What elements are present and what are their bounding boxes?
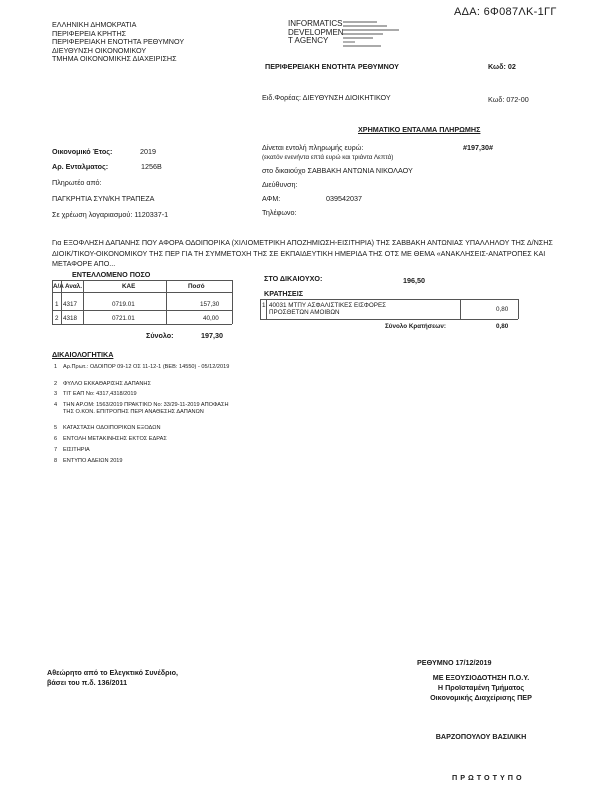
audit-note-line-1: Αθεώρητο από το Ελεγκτικό Συνέδριο, [47, 668, 178, 677]
issuer-line: ΠΕΡΙΦΕΡΕΙΑΚΗ ΕΝΟΤΗΤΑ ΡΕΘΥΜΝΟΥ [52, 37, 185, 46]
table-rule [166, 280, 167, 324]
document-number: 2 [54, 381, 58, 387]
issuer-line: ΠΕΡΙΦΕΡΕΙΑ ΚΡΗΤΗΣ [52, 28, 127, 38]
table-rule [83, 280, 84, 324]
document-item: ΕΙΣΙΤΗΡΙΑ [63, 447, 90, 453]
special-body-code: Κωδ: 072-00 [488, 95, 529, 104]
payment-description: Για ΕΞΟΦΛΗΣΗ ΔΑΠΑΝΗΣ ΠΟΥ ΑΦΟΡΑ ΟΔΟΙΠΟΡΙΚΑ (ΧΙΛΙΟΜΕΤΡΙΚΗ ΑΠΟΖΗΜΙΩΣΗ-ΕΙΣΙΤΗΡΙΑ) ΤΗΣ ΣΑΒΒΑΚΗ ΑΝΤΩΝΙΑΣ ΥΠΑΛΛΗΛΟΥ ΤΗΣ Δ/ΝΣΗΣ ΔΙΟΙΚ/ΤΙΚΟΥ-ΟΙΚΟΝΟΜΙΚΟΥ ΤΗΣ ΠΕΡ ΓΙΑ ΤΗ ΣΥΜΜΕΤΟΧΗ ΤΗΣ ΣΕ ΕΚΠΑΙΔΕΥΤΙΚΗ ΗΜΕΡΙΔΑ ΤΗΣ ΟΤΣ ΜΕ ΘΕΜΑ «ΑΝΑΚΛΗΣΕΙΣ-ΑΝΑΤΡΟΠΕΣ ΚΑΙ ΜΕΤΑΦΟΡΕ ΑΠΟ... [52, 238, 553, 268]
deduction-amount: 0,80 [496, 306, 509, 313]
ordered-total-label: Σύνολο: [146, 331, 174, 340]
deduction-description: 40031 ΜΤΠΥ ΑΣΦΑΛΙΣΤΙΚΕΣ ΕΙΣΦΟΡΕΣ ΠΡΟΣΘΕΤΩΝ ΑΜΟΙΒΩΝ [269, 302, 387, 316]
col-header-amount: Ποσό [188, 283, 205, 290]
payment-amount: #197,30# [463, 143, 493, 152]
to-beneficiary-amount: 196,50 [403, 276, 425, 285]
fiscal-year-label: Οικονομικό Έτος: [52, 147, 113, 156]
to-beneficiary-label: ΣΤΟ ΔΙΚΑΙΟΥΧΟ: [264, 274, 323, 283]
issuer-line: ΤΜΗΜΑ ΟΙΚΟΝΟΜΙΚΗΣ ΔΙΑΧΕΙΡΙΣΗΣ [52, 54, 177, 63]
address-label: Διεύθυνση: [262, 180, 298, 189]
order-number-value: 1256Β [141, 162, 162, 171]
account-charge: Σε χρέωση λογαριασμού: 1120337-1 [52, 210, 169, 219]
issuer-line: ΔΙΕΥΘΥΝΣΗ ΟΙΚΟΝΟΜΙΚΟΥ [52, 45, 147, 55]
document-number: 8 [54, 458, 58, 464]
col-header-aa: Α/Α [53, 283, 64, 290]
bank-name: ΠΑΓΚΡΗΤΙΑ ΣΥΝ/ΚΗ ΤΡΑΠΕΖΑ [52, 194, 155, 203]
fiscal-year-value: 2019 [140, 147, 156, 156]
document-number: 7 [54, 447, 58, 453]
issuer-line: ΕΛΛΗΝΙΚΗ ΔΗΜΟΚΡΑΤΙΑ [52, 20, 137, 29]
table-rule [260, 299, 518, 300]
document-number: 3 [54, 391, 58, 397]
table-rule [52, 292, 232, 293]
informatics-agency-logo [288, 20, 344, 46]
audit-note-line-2: βάσει του π.δ. 136/2011 [47, 678, 128, 687]
document-item: ΚΑΤΑΣΤΑΣΗ ΟΔΟΙΠΟΡΙΚΩΝ ΕΞΟΔΩΝ [63, 425, 161, 431]
document-number: 6 [54, 436, 58, 442]
table-rule [61, 280, 62, 324]
row-kae: 0719.01 [112, 301, 135, 308]
regional-unit-title: ΠΕΡΙΦΕΡΕΙΑΚΗ ΕΝΟΤΗΤΑ ΡΕΘΥΜΝΟΥ [265, 62, 399, 71]
col-header-kae: ΚΑΕ [122, 283, 136, 290]
table-rule [518, 299, 519, 319]
table-rule [266, 299, 267, 319]
special-body: Ειδ.Φορέας: ΔΙΕΥΘΥΝΣΗ ΔΙΟΙΚΗΤΙΚΟΥ [262, 93, 391, 102]
signer-name: ΒΑΡΖΟΠΟΥΛΟΥ ΒΑΣΙΛΙΚΗ [435, 732, 527, 741]
ordered-amount-title: ΕΝΤΕΛΛΟΜΕΝΟ ΠΟΣΟ [72, 270, 151, 279]
signer-title-line: Η Προϊσταμένη Τμήματος [437, 683, 525, 692]
table-rule [52, 280, 53, 324]
table-rule [260, 319, 518, 320]
document-item: Αρ.Πρωτ.: ΟΔΟΙΠΟΡ 09-12 ΟΣ 11-12-1 (ΒΕΒ: 14550) - 05/12/2019 [63, 364, 230, 370]
col-header-anal: Αναλ. [65, 283, 82, 290]
authorization-line: ΜΕ ΕΞΟΥΣΙΟΔΟΤΗΣΗ Π.Ο.Υ. [432, 673, 530, 682]
beneficiary: στο δικαιούχο ΣΑΒΒΑΚΗ ΑΝΤΩΝΙΑ ΝΙΚΟΛΑΟΥ [262, 166, 413, 175]
document-number: 5 [54, 425, 58, 431]
amount-in-words: (εκατόν ενενήντα επτά ευρώ και τριάντα Λεπτά) [262, 154, 394, 161]
documents-title: ΔΙΚΑΙΟΛΟΓΗΤΙΚΑ [52, 350, 114, 359]
document-item: ΦΥΛΛΟ ΕΚΚΑΘΑΡΙΣΗΣ ΔΑΠΑΝΗΣ [63, 381, 151, 387]
row-anal: 4318 [63, 315, 78, 322]
table-rule [52, 280, 232, 281]
row-amount: 157,30 [200, 301, 220, 308]
document-item: ΕΝΤΟΛΗ ΜΕΤΑΚΙΝΗΣΗΣ ΕΚΤΟΣ ΕΔΡΑΣ [63, 436, 167, 442]
afm-label: ΑΦΜ: [262, 194, 281, 203]
payable-from-label: Πληρωτέο από: [52, 178, 102, 187]
row-aa: 2 [55, 315, 59, 322]
document-item: ΤΙΤ ΕΑΠ Νο: 4317,4318/2019 [63, 391, 137, 397]
payment-instruction: Δίνεται εντολή πληρωμής ευρώ: [262, 143, 364, 152]
document-number: 4 [54, 402, 58, 408]
order-number-label: Αρ. Ενταλματος: [52, 162, 109, 171]
table-rule [232, 280, 233, 324]
document-number: 1 [54, 364, 58, 370]
signer-department-line: Οικονομικής Διαχείρισης ΠΕΡ [430, 693, 532, 702]
row-aa: 1 [55, 301, 59, 308]
document-item: ΤΗΝ ΑΡ.ΟΜ: 1563/2019 ΠΡΑΚΤΙΚΟ Νο: 33/29-11-2019 ΑΠΟΦΑΣΗ ΤΗΣ Ο.ΚΟΝ. ΕΠΙΤΡΟΠΗΣ ΠΕΡΙ ΑΝΑΘΕΣΗΣ ΔΑΠΑΝΩΝ [63, 402, 229, 415]
unit-code: Κωδ: 02 [488, 62, 516, 71]
row-kae: 0721.01 [112, 315, 135, 322]
deductions-total: 0,80 [496, 323, 509, 330]
logo-line: DEVELOPMEN [288, 27, 344, 37]
phone-label: Τηλέφωνο: [262, 208, 297, 217]
logo-line: T AGENCY [288, 36, 329, 45]
row-amount: 40,00 [203, 315, 219, 322]
deductions-label: ΚΡΑΤΗΣΕΙΣ [264, 289, 304, 298]
table-rule [260, 299, 261, 319]
ada-code: ΑΔΑ: 6Φ087ΛΚ-1ΓΓ [454, 6, 557, 18]
row-anal: 4317 [63, 301, 78, 308]
document-item: ΕΝΤΥΠΟ ΑΔΕΙΩΝ 2019 [63, 458, 123, 464]
afm-value: 039542037 [326, 194, 362, 203]
logo-line: INFORMATICS [288, 19, 343, 28]
table-rule [460, 299, 461, 319]
table-rule [52, 310, 232, 311]
deductions-total-label: Σύνολο Κρατήσεων: [385, 323, 446, 330]
logo-fine-print-icon [343, 21, 399, 49]
payment-order-title: ΧΡΗΜΑΤΙΚΟ ΕΝΤΑΛΜΑ ΠΛΗΡΩΜΗΣ [358, 125, 481, 134]
ordered-total: 197,30 [201, 331, 223, 340]
place-date: ΡΕΘΥΜΝΟ 17/12/2019 [417, 658, 492, 667]
deduction-number: 1 [262, 302, 266, 309]
original-stamp: ΠΡΩΤΟΤΥΠΟ [452, 773, 525, 782]
table-rule [52, 324, 232, 325]
issuer-block [52, 21, 184, 64]
